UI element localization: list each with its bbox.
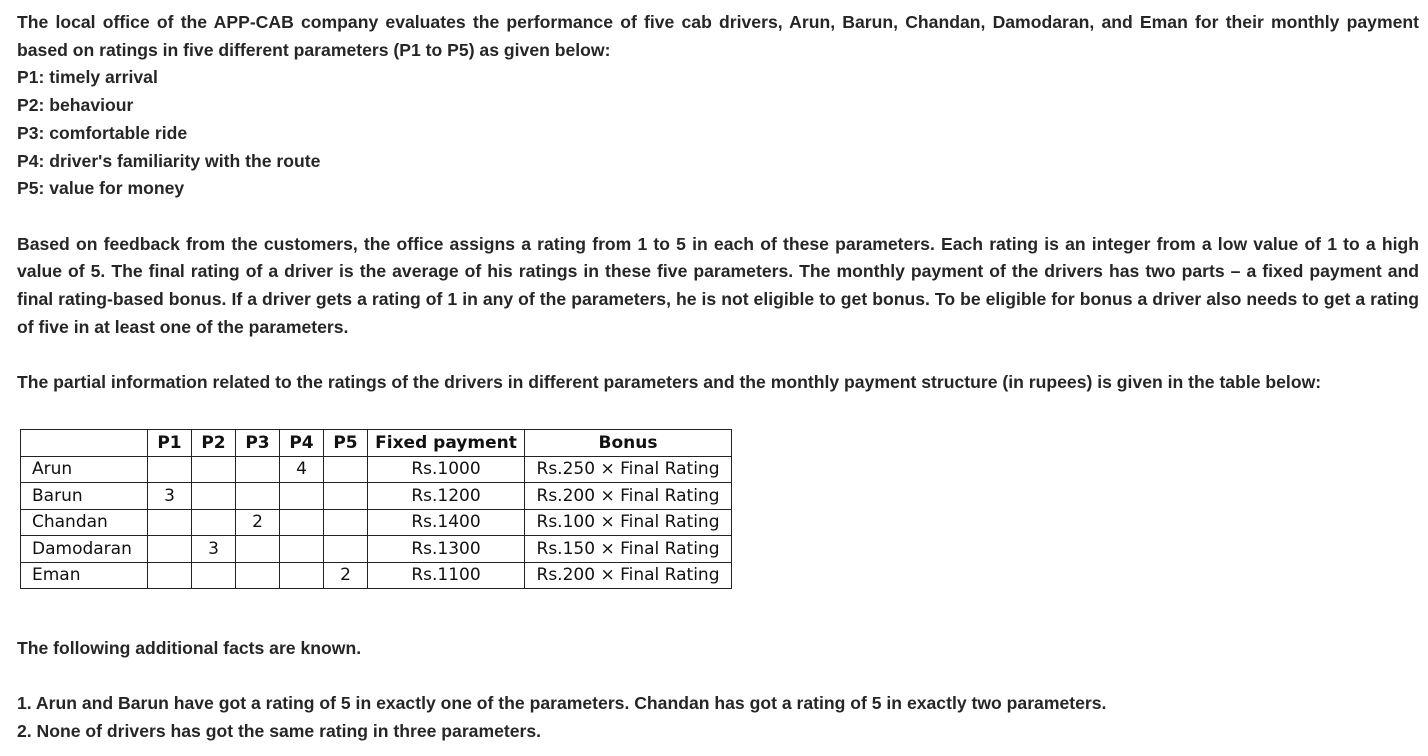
- rating-cell: [324, 456, 368, 483]
- table-row: [21, 562, 732, 589]
- header-bonus: Bonus: [525, 430, 732, 457]
- parameter-p2: P2: behaviour: [17, 95, 134, 116]
- rating-cell: [192, 483, 236, 510]
- driver-name: Arun: [21, 456, 148, 483]
- bonus-cell: Rs.200 × Final Rating: [525, 483, 732, 510]
- rating-cell: [324, 536, 368, 563]
- rating-cell: [236, 483, 280, 510]
- rating-cell: [236, 456, 280, 483]
- table-row: [21, 483, 732, 510]
- driver-name: Eman: [21, 562, 148, 589]
- rules-paragraph: Based on feedback from the customers, the office assigns a rating from 1 to 5 in each of these parameters. Each rating is an integer from a low value of 1 to a high value of 5. The final rating of a driver is the average of his ratings in these five parameters. The monthly payment of the drivers has two parts – a fixed payment and final rating-based bonus. If a driver gets a rating of 1 in any of the parameters, he is not eligible to get bonus. To be eligible for bonus a driver also needs to get a rating of five in at least one of the parameters.: [17, 233, 1419, 337]
- rating-cell: [148, 562, 192, 589]
- table-row: [21, 536, 732, 563]
- rating-cell: 3: [148, 483, 192, 510]
- header-p1: P1: [148, 430, 192, 457]
- table-row: [21, 456, 732, 483]
- parameter-p3: P3: comfortable ride: [17, 122, 188, 143]
- table-header-row: [21, 430, 732, 457]
- fact-item: 2. None of drivers has got the same rating in three parameters.: [17, 721, 542, 742]
- rating-cell: [280, 483, 324, 510]
- additional-facts: [17, 635, 1419, 746]
- header-p3: P3: [236, 430, 280, 457]
- rating-cell: 3: [192, 536, 236, 563]
- table-row: [21, 509, 732, 536]
- rating-cell: [236, 536, 280, 563]
- rating-cell: [280, 536, 324, 563]
- rating-cell: [148, 509, 192, 536]
- header-fixed-payment: Fixed payment: [368, 430, 525, 457]
- ratings-table-container: [20, 429, 732, 589]
- rating-cell: [280, 509, 324, 536]
- fixed-payment-cell: Rs.1400: [368, 509, 525, 536]
- rating-cell: [192, 456, 236, 483]
- driver-name: Chandan: [21, 509, 148, 536]
- rating-cell: [324, 483, 368, 510]
- bonus-cell: Rs.100 × Final Rating: [525, 509, 732, 536]
- problem-text: [17, 9, 1419, 397]
- rating-cell: 2: [324, 562, 368, 589]
- rating-cell: [192, 562, 236, 589]
- fixed-payment-cell: Rs.1100: [368, 562, 525, 589]
- rating-cell: [324, 509, 368, 536]
- fact-item: 1. Arun and Barun have got a rating of 5 in exactly one of the parameters. Chandan has got a rating of 5 in exactly two parameters.: [17, 693, 1107, 714]
- intro-paragraph: The local office of the APP-CAB company evaluates the performance of five cab drivers, Arun, Barun, Chandan, Damodaran, and Eman for their monthly payment based on ratings in five different parameters (P1 to P5) as given below:: [17, 12, 1419, 60]
- rating-cell: [148, 456, 192, 483]
- header-p2: P2: [192, 430, 236, 457]
- facts-heading: The following additional facts are known.: [17, 638, 362, 658]
- bonus-cell: Rs.150 × Final Rating: [525, 536, 732, 563]
- rating-cell: [236, 562, 280, 589]
- parameter-p5: P5: value for money: [17, 178, 185, 199]
- rating-cell: [280, 562, 324, 589]
- rating-cell: 4: [280, 456, 324, 483]
- fixed-payment-cell: Rs.1300: [368, 536, 525, 563]
- rating-cell: 2: [236, 509, 280, 536]
- table-intro: The partial information related to the ratings of the drivers in different parameters and the monthly payment structure (in rupees) is given in the table below:: [17, 372, 1322, 393]
- rating-cell: [148, 536, 192, 563]
- bonus-cell: Rs.200 × Final Rating: [525, 562, 732, 589]
- rating-cell: [192, 509, 236, 536]
- header-p4: P4: [280, 430, 324, 457]
- header-p5: P5: [324, 430, 368, 457]
- driver-name: Damodaran: [21, 536, 148, 563]
- bonus-cell: Rs.250 × Final Rating: [525, 456, 732, 483]
- parameter-p4: P4: driver's familiarity with the route: [17, 150, 321, 171]
- parameter-p1: P1: timely arrival: [17, 67, 158, 88]
- header-name: [21, 430, 148, 457]
- fixed-payment-cell: Rs.1000: [368, 456, 525, 483]
- ratings-table: [20, 429, 732, 589]
- driver-name: Barun: [21, 483, 148, 510]
- fixed-payment-cell: Rs.1200: [368, 483, 525, 510]
